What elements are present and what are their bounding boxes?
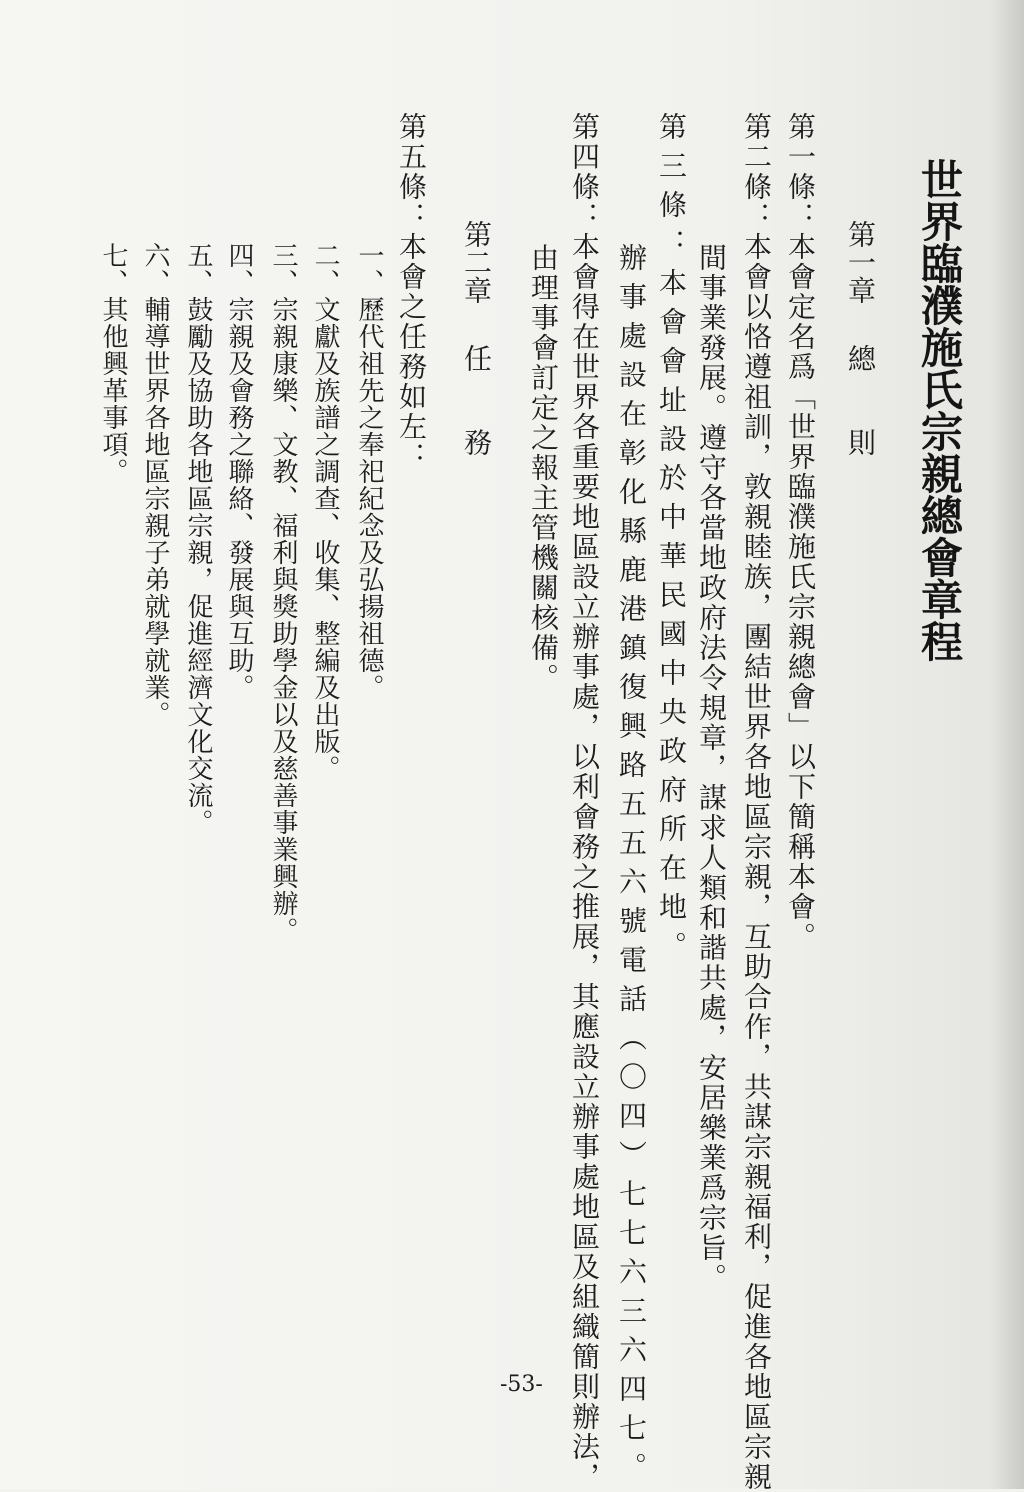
page-edge-shadow [990,0,1024,1489]
article-4-line-1: 第四條：本會得在世界各重要地區設立辦事處，以利會務之推展，其應設立辦事處地區及組織簡則辦法， [568,112,601,1492]
chapter-1-number: 第一章 [844,220,877,304]
task-item-3: 三、宗親康樂、文教、福利與獎助學金以及慈善事業興辦。 [268,242,298,944]
article-4-line-2: 由理事會訂定之報主管機關核備。 [527,243,560,693]
task-item-1: 一、歷代祖先之奉祀紀念及弘揚祖德。 [354,242,384,701]
task-item-7: 七、其他興革事項。 [98,242,128,485]
chapter-1-heading [844,220,877,456]
chapter-2-heading [460,220,493,456]
article-3-line-1: 第三條：本會會址設於中華民國中央政府所在地。 [655,112,688,970]
article-1: 第一條：本會定名爲「世界臨濮施氏宗親總會」以下簡稱本會。 [784,112,817,952]
task-item-4: 四、宗親及會務之聯絡、發展與互助。 [224,242,254,701]
chapter-2-title: 任 務 [460,344,493,456]
article-5: 第五條：本會之任務如左： [395,112,428,472]
page-number: -53- [500,1372,543,1397]
task-item-2: 二、文獻及族譜之調查、收集、整編及出版。 [310,242,340,782]
task-item-5: 五、鼓勵及協助各地區宗親，促進經濟文化交流。 [183,242,213,836]
document-title: 世界臨濮施氏宗親總會章程 [915,158,964,662]
task-item-6: 六、輔導世界各地區宗親子弟就學就業。 [140,242,170,728]
article-3-line-2: 辦事處設在彰化縣鹿港鎮復興路五五六號電話（〇四）七七六三六四七。 [615,243,648,1491]
chapter-2-number: 第二章 [460,220,493,304]
article-2-line-2: 間事業發展。遵守各當地政府法令規章，謀求人類和諧共處，安居樂業爲宗旨。 [695,243,728,1293]
article-2-line-1: 第二條：本會以恪遵祖訓，敦親睦族，團結世界各地區宗親，互助合作，共謀宗親福利，促進各地區宗親 [740,112,773,1492]
chapter-1-title: 總 則 [844,344,877,456]
